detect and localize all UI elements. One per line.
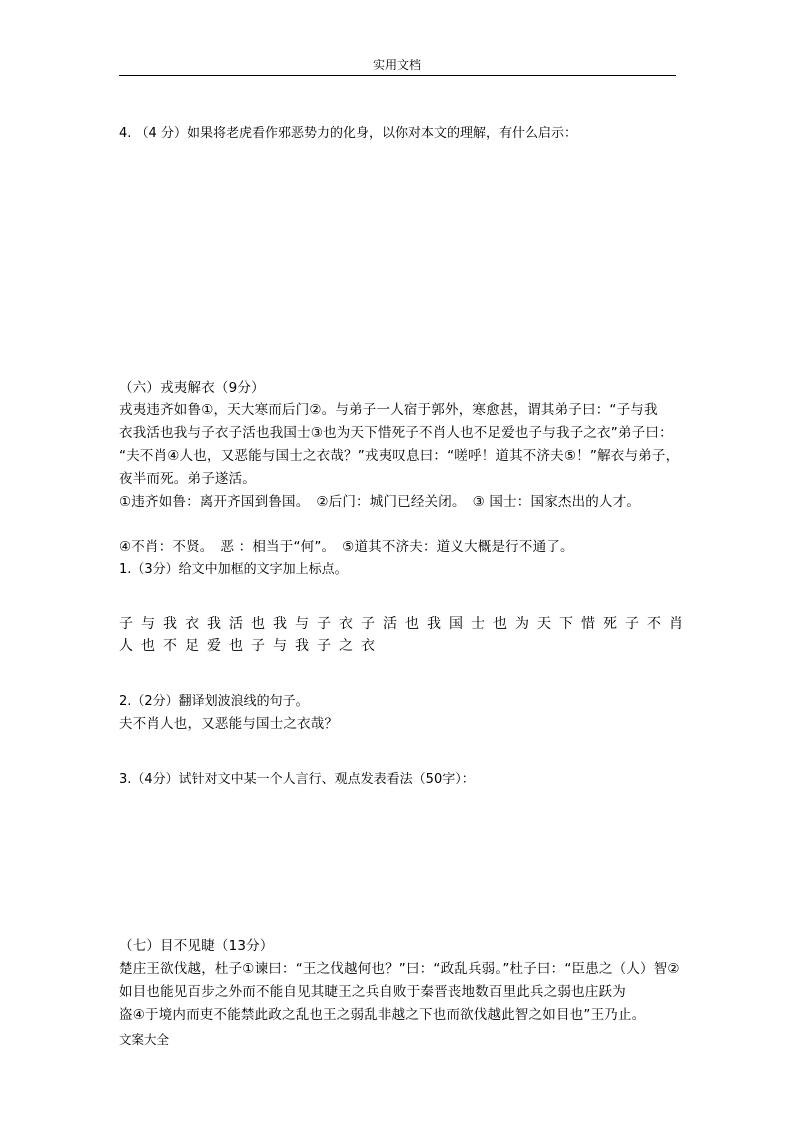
section-6-passage-line: 戎夷违齐如鲁①，天大寒而后门②。与弟子一人宿于郭外，寒愈甚，谓其弟子曰：“子与我 bbox=[119, 402, 658, 418]
section-6-passage-line: 夜半而死。弟子遂活。 bbox=[119, 471, 256, 487]
question-6-3: 3.（4分）试针对文中某一个人言行、观点发表看法（50字）： bbox=[119, 772, 475, 787]
question-6-2: 2.（2分）翻译划波浪线的句子。 bbox=[119, 694, 309, 709]
wavy-sentence: 夫不肖人也，又恶能与国士之衣哉？ bbox=[119, 716, 339, 732]
section-6-title: （六）戎夷解衣（9分） bbox=[119, 380, 265, 396]
section-7-passage-line: 楚庄王欲伐越，杜子①谏曰：“王之伐越何也？”曰：“政乱兵弱。”杜子曰：“臣患之（人）智② bbox=[119, 961, 680, 977]
section-7-passage-line: 如目也能见百步之外而不能自见其睫王之兵自败于秦晋丧地数百里此兵之弱也庄跃为 bbox=[119, 984, 626, 1000]
section-7-title: （七）目不见睫（13分） bbox=[119, 938, 274, 954]
punctuation-text-line: 人也不足爱也子与我子之衣 bbox=[119, 638, 383, 654]
section-6-notes: ①违齐如鲁：离开齐国到鲁国。 ②后门：城门已经关闭。 ③ 国士：国家杰出的人才。 bbox=[119, 494, 641, 510]
page-footer: 文案大全 bbox=[119, 1032, 170, 1047]
header-divider bbox=[119, 75, 676, 76]
section-6-passage-line: “夫不肖④人也，又恶能与国士之衣哉？”戎夷叹息曰：“嗟呼！道其不济夫⑤！”解衣与弟子， bbox=[119, 448, 680, 464]
question-6-1: 1.（3分）给文中加框的文字加上标点。 bbox=[119, 562, 348, 577]
page-header: 实用文档 bbox=[372, 58, 421, 72]
section-7-passage-line: 盗④于境内而吏不能禁此政之乱也王之弱乱非越之下也而欲伐越此智之如目也”王乃止。 bbox=[119, 1007, 646, 1023]
section-6-notes: ④不肖：不贤。 恶 ：相当于“何”。 ⑤道其不济夫：道义大概是行不通了。 bbox=[119, 539, 574, 555]
section-6-passage-line: 衣我活也我与子衣子活也我国士③也为天下惜死子不肖人也不足爱也子与我子之衣”弟子曰： bbox=[119, 425, 673, 441]
question-4: 4. （4 分）如果将老虎看作邪恶势力的化身，以你对本文的理解，有什么启示： bbox=[119, 126, 577, 141]
punctuation-text-line: 子与我衣我活也我与子衣子活也我国士也为天下惜死子不肖 bbox=[119, 616, 691, 632]
